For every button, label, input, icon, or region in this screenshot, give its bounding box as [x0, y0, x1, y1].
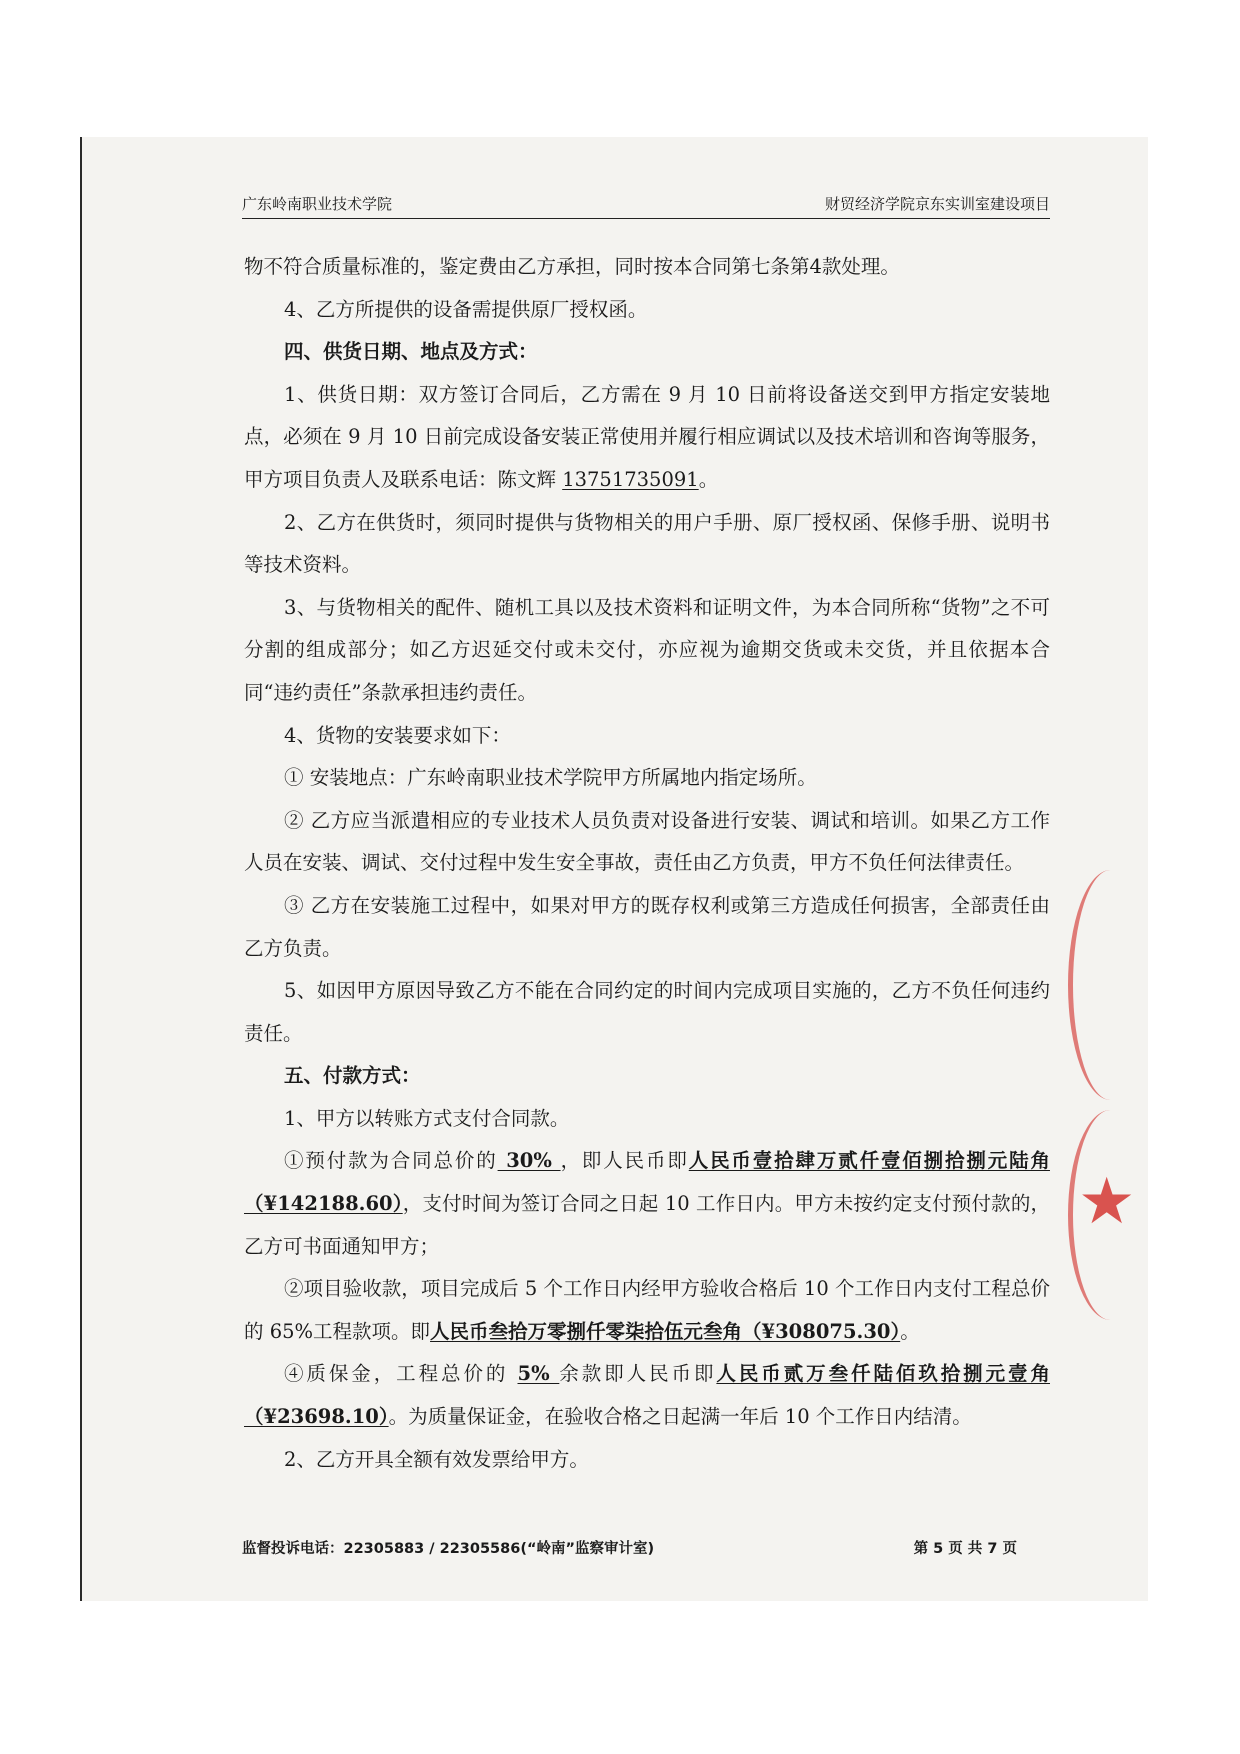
amount: 人民币贰万叁仟陆佰玖拾捌元壹角（¥23698.10）	[244, 1362, 1050, 1429]
text: 。	[698, 467, 719, 491]
text: ④质保金，工程总价的	[284, 1362, 518, 1386]
paragraph: 1、甲方以转账方式支付合同款。	[284, 1106, 570, 1130]
paragraph: 4、货物的安装要求如下：	[284, 723, 511, 747]
header-left: 广东岭南职业技术学院	[242, 195, 393, 213]
header-right: 财贸经济学院京东实训室建设项目	[824, 195, 1050, 213]
paragraph	[244, 1353, 1050, 1438]
amount: 人民币叁拾万零捌仟零柒拾伍元叁角（¥308075.30）	[430, 1319, 901, 1343]
section-heading: 五、付款方式：	[284, 1064, 421, 1088]
text: 。为质量保证金，在验收合格之日起满一年后 10 个工作日内结清。	[388, 1405, 972, 1429]
paragraph: ② 乙方应当派遣相应的专业技术人员负责对设备进行安装、调试和培训。如果乙方工作人员在安装、调试、交付过程中发生安全事故，责任由乙方负责，甲方不负任何法律责任。	[244, 808, 1050, 875]
percentage: 5%	[517, 1362, 560, 1386]
amount: 人民币壹拾肆万贰仟壹佰捌拾捌元陆角（¥142188.60）	[244, 1149, 1050, 1216]
paragraph	[244, 374, 1050, 502]
paragraph: 5、如因甲方原因导致乙方不能在合同约定的时间内完成项目实施的，乙方不负任何违约责任。	[244, 979, 1050, 1045]
percentage: 30%	[497, 1149, 561, 1173]
paragraph: 2、乙方开具全额有效发票给甲方。	[284, 1447, 589, 1471]
paragraph	[244, 1140, 1050, 1268]
text: ①预付款为合同总价的	[284, 1149, 498, 1173]
page-number: 第 5 页 共 7 页	[913, 1541, 1017, 1557]
paragraph: 4、乙方所提供的设备需提供原厂授权函。	[284, 297, 648, 321]
section-heading: 四、供货日期、地点及方式：	[284, 340, 538, 364]
page-footer	[242, 1537, 1017, 1558]
paragraph: 物不符合质量标准的，鉴定费由乙方承担，同时按本合同第七条第4款处理。	[244, 255, 900, 278]
paragraph: 3、与货物相关的配件、随机工具以及技术资料和证明文件，为本合同所称“货物”之不可分割的组成部分；如乙方迟延交付或未交付，亦应视为逾期交货或未交货，并且依据本合同“违约责任”条款承担违约责任。	[244, 595, 1050, 704]
page-header	[242, 193, 1050, 219]
paragraph: ③ 乙方在安装施工过程中，如果对甲方的既存权利或第三方造成任何损害，全部责任由乙方负责。	[244, 893, 1050, 960]
text: ，支付时间为签订合同之日起 10 工作日内。甲方未按约定支付预付款的，乙方可书面通知甲方；	[244, 1192, 1050, 1258]
text: 余款即人民币即	[559, 1362, 717, 1386]
seal-star-icon: ★	[1078, 1165, 1136, 1239]
document-body	[244, 246, 1050, 1481]
paragraph: ① 安装地点：广东岭南职业技术学院甲方所属地内指定场所。	[284, 766, 817, 790]
complaint-hotline: 监督投诉电话：22305883 / 22305586(“岭南”监察审计室)	[242, 1541, 655, 1557]
paragraph: 2、乙方在供货时，须同时提供与货物相关的用户手册、原厂授权函、保修手册、说明书等技术资料。	[244, 510, 1050, 577]
phone-number: 13751735091	[562, 467, 699, 491]
text: ②项目验收款，项目完成后 5 个工作日内经甲方验收合格后 10 个工作日内支付工程总价的 65%工程款项。即	[244, 1277, 1050, 1343]
text: 1、供货日期：双方签订合同后，乙方需在 9 月 10 日前将设备送交到甲方指定安装地点，必须在 9 月 10 日前完成设备安装正常使用并履行相应调试以及技术培训和咨询等服务，甲方项目负责人及联系电话：陈文辉	[244, 382, 1050, 491]
text: 。	[900, 1319, 920, 1343]
text: ，即人民币即	[560, 1149, 689, 1173]
paragraph	[244, 1268, 1050, 1353]
